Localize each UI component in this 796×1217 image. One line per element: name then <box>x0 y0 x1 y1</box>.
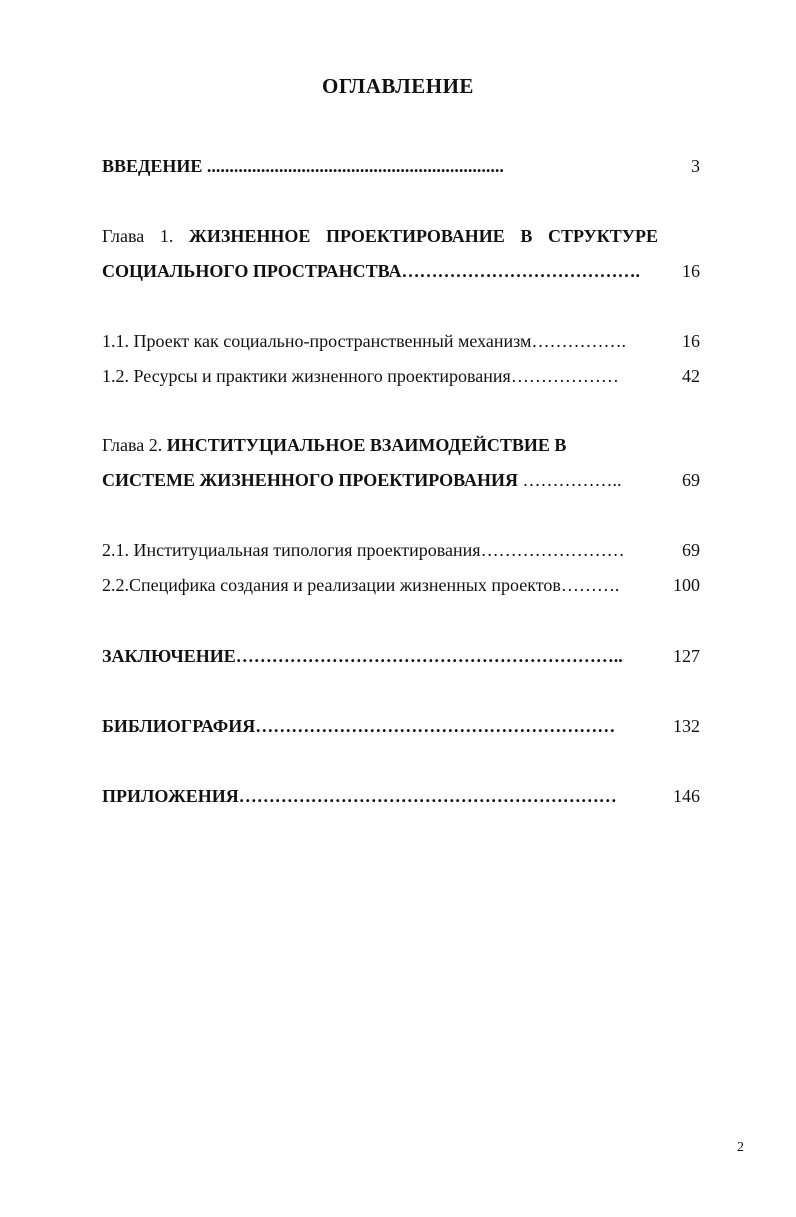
entry-page: 146 <box>673 786 700 806</box>
entry-page: 132 <box>673 716 700 736</box>
entry-label: БИБЛИОГРАФИЯ <box>102 716 256 736</box>
entry-label: 2.2.Специфика создания и реализации жизненных проектов <box>102 575 561 595</box>
entry-label: 1.2. Ресурсы и практики жизненного проектирования <box>102 366 511 386</box>
entry-page: 69 <box>682 470 700 490</box>
chapter-prefix: Глава 2. <box>102 435 167 455</box>
entry-label: 1.1. Проект как социально-пространственный механизм <box>102 331 532 351</box>
entry-page: 16 <box>682 261 700 281</box>
entry-leader: ……………. <box>531 331 626 351</box>
entry-leader: ……………………………………………………….. <box>235 646 623 666</box>
entry-leader: ……………… <box>510 366 619 386</box>
entry-label: ПРИЛОЖЕНИЯ <box>102 786 239 806</box>
entry-leader: …………………………………. <box>401 261 641 281</box>
entry-page: 69 <box>682 540 700 560</box>
chapter-title-line2: СИСТЕМЕ ЖИЗНЕННОГО ПРОЕКТИРОВАНИЯ <box>102 470 519 490</box>
toc-title: ОГЛАВЛЕНИЕ <box>322 74 474 98</box>
chapter-prefix: Глава 1. <box>102 226 190 246</box>
entry-label: 2.1. Институциальная типология проектирования <box>102 540 481 560</box>
entry-page: 42 <box>682 366 700 386</box>
entry-leader: …………………… <box>480 540 625 560</box>
entry-page: 127 <box>673 646 700 666</box>
entry-label: ЗАКЛЮЧЕНИЕ <box>102 646 236 666</box>
chapter-title-line1: ЖИЗНЕННОЕ ПРОЕКТИРОВАНИЕ В СТРУКТУРЕ <box>189 226 658 246</box>
chapter-title-line1: ИНСТИТУЦИАЛЬНОЕ ВЗАИМОДЕЙСТВИЕ В <box>166 435 567 455</box>
entry-page: 100 <box>673 575 700 595</box>
entry-leader: …………….. <box>518 470 622 490</box>
entry-leader: …………………………………………………… <box>255 716 616 736</box>
entry-leader: .................................................................. <box>202 156 504 176</box>
entry-label: ВВЕДЕНИЕ <box>102 156 203 176</box>
entry-page: 16 <box>682 331 700 351</box>
chapter-title-line2: СОЦИАЛЬНОГО ПРОСТРАНСТВА <box>102 261 402 281</box>
entry-leader: ………. <box>560 575 620 595</box>
entry-page: 3 <box>691 156 700 176</box>
entry-leader: ……………………………………………………… <box>238 786 617 806</box>
page-number: 2 <box>737 1140 744 1155</box>
